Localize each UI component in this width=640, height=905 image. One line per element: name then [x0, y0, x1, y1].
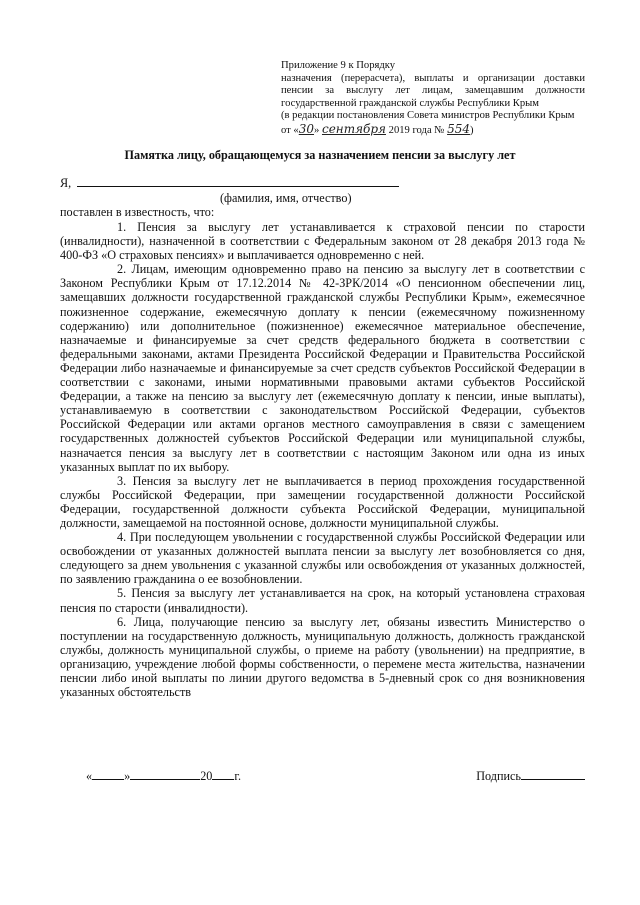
year-blank [212, 769, 234, 780]
appendix-header [281, 60, 585, 138]
signature-label: Подпись [476, 769, 521, 783]
date-prefix: от « [281, 124, 299, 136]
handwritten-number: 554 [447, 121, 470, 136]
ya-label: Я, [60, 176, 72, 190]
handwritten-day: 30 [298, 121, 315, 136]
footer-date [86, 769, 241, 784]
year-prefix: 20 [200, 769, 213, 783]
memo-item: 6. Лица, получающие пенсию за выслугу лет, обязаны известить Министерство о поступлении на государственную должность, муниципальную должность, должность гражданской службы, должность муниципальной службы, о приеме на работу (увольнении) на предприятие, в организацию, учреждение любой формы собственности, о перемене места жительства, назначении пенсии либо иной выплаты по линии другого ведомства в 5-дневный срок со дня возникновения указанных обстоятельств [60, 614, 585, 700]
day-blank [92, 769, 124, 780]
signature [476, 769, 585, 784]
appendix-description: назначения (перерасчета), выплаты и организации доставки пенсии за выслугу лет лицам, замещавшим должности государственной гражданской службы Республики Крым [281, 72, 585, 109]
signature-blank [521, 769, 585, 780]
appendix-date [281, 123, 585, 138]
year-suffix: г. [234, 769, 242, 783]
handwritten-month: сентября [321, 121, 386, 136]
intro-text: поставлен в известность, что: [60, 205, 215, 219]
memo-item: 2. Лицам, имеющим одновременно право на пенсию за выслугу лет в соответствии с Законом Республики Крым от 17.12.2014 № 42-ЗРК/2014 «О пенсионном обеспечении лиц, замещавших должности государственной гражданской службы Республики Крым», ежемесячное пожизненное содержание, ежемесячную доплату к пенсии (ежемесячному пожизненному содержанию) или дополнительное (пожизненное) ежемесячное материальное обеспечение, назначаемые и финансируемые за счет средств федерального бюджета в соответствии с федеральными законами, актами Президента Российской Федерации и Правительства Российской Федерации либо назначаемые и финансируемые за счет средств субъектов Российской Федерации в соответствии с законами, иными нормативными правовыми актами субъектов Российской Федерации, а также на пенсию за выслугу лет (ежемесячную доплату к пенсии, иные выплаты), устанавливаемую в соответствии с законодательством Российской Федерации, субъектов Российской Федерации или актами органов местного самоуправления в связи с замещением государственных должностей субъектов Российской Федерации или муниципальной службы, назначается пенсия за выслугу лет в соответствии с настоящим Законом или одна из иных указанных выплат по их выбору. [60, 262, 585, 474]
quote-close: » [124, 769, 131, 783]
name-line [60, 176, 420, 191]
appendix-title: Приложение 9 к Порядку [281, 60, 396, 71]
appendix-redaction: (в редакции постановления Совета министров Республики Крым [281, 110, 575, 122]
quote-open: « [86, 769, 93, 783]
memo-items [60, 220, 585, 699]
memo-item: 3. Пенсия за выслугу лет не выплачивается в период прохождения государственной службы Российской Федерации, при замещении государственной должности Российской Федерации, государственной должности субъекта Российской Федерации, муниципальной должности, замещаемой на постоянной основе, должности муниципальной службы. [60, 473, 585, 530]
memo-item: 5. Пенсия за выслугу лет устанавливается на срок, на который установлена страховая пенсия по старости (инвалидности). [60, 586, 585, 615]
fio-caption: (фамилия, имя, отчество) [220, 191, 352, 205]
date-year: 2019 года № [388, 124, 445, 136]
page-title: Памятка лицу, обращающемуся за назначением пенсии за выслугу лет [124, 148, 516, 162]
memo-item: 1. Пенсия за выслугу лет устанавливается к страховой пенсии по старости (инвалидности), назначенной в соответствии с Федеральным законом от 28 декабря 2013 года № 400-ФЗ «О страховых пенсиях» и выплачивается одновременно с ней. [60, 220, 585, 263]
date-mid: » [314, 124, 320, 136]
month-blank [130, 769, 200, 780]
name-blank [77, 176, 399, 187]
memo-item: 4. При последующем увольнении с государственной службы Российской Федерации или освобождении от указанных должностей выплата пенсии за выслугу лет возобновляется со дня, следующего за днем увольнения с указанной службы или освобождения от указанных должностей, по заявлению гражданина о ее возобновлении. [60, 530, 585, 587]
date-close: ) [469, 124, 474, 136]
